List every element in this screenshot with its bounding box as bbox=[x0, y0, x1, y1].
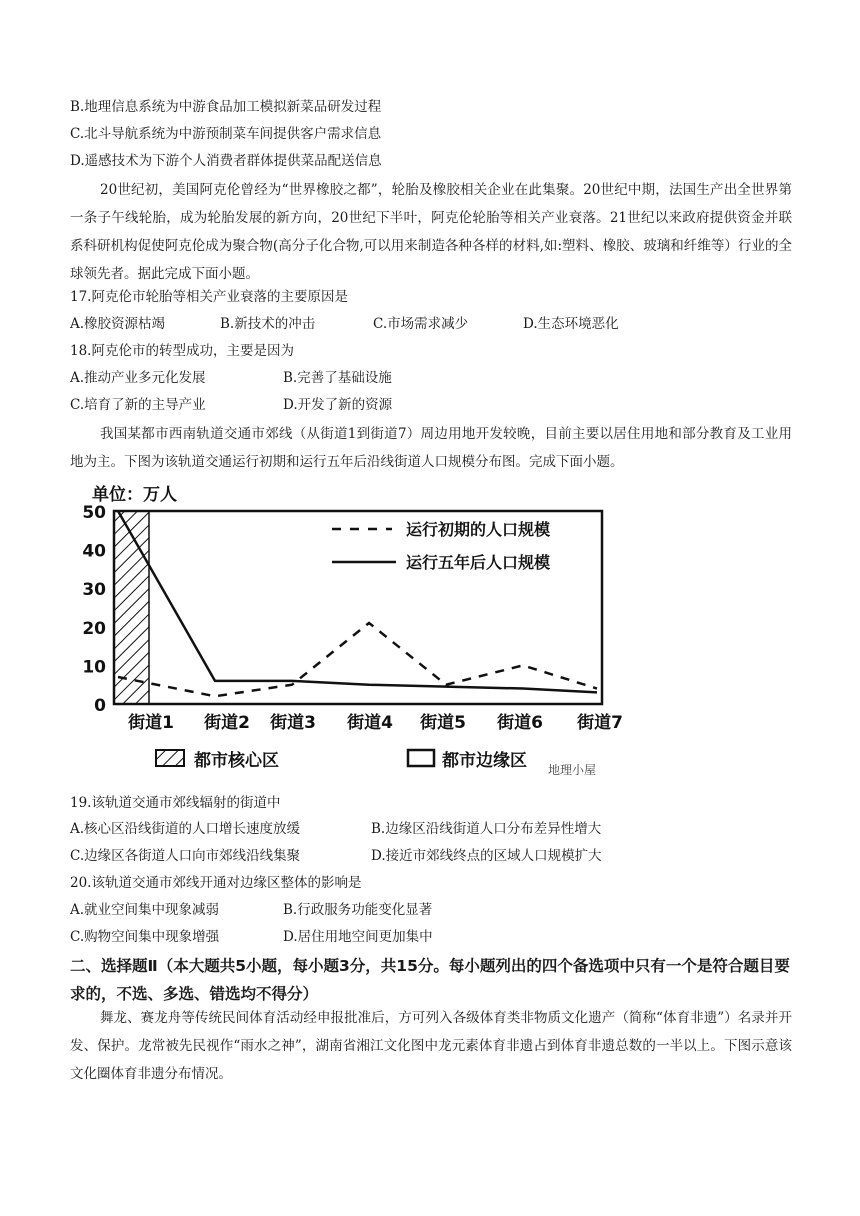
q19-option-c: C.边缘区各街道人口向市郊线沿线集聚 bbox=[70, 848, 301, 864]
y-tick-label: 30 bbox=[82, 580, 106, 601]
x-tick-label: 街道1 bbox=[128, 713, 174, 733]
series-legend bbox=[332, 520, 551, 572]
q18-option-b: B.完善了基础设施 bbox=[283, 370, 392, 386]
legend-initial-label: 运行初期的人口规模 bbox=[406, 520, 551, 539]
q18-stem: 18.阿克伦市的转型成功，主要是因为 bbox=[70, 343, 294, 359]
y-tick-label: 20 bbox=[82, 618, 106, 639]
q16-option-d: D.遥感技术为下游个人消费者群体提供菜品配送信息 bbox=[70, 153, 382, 169]
x-tick-label: 街道3 bbox=[270, 713, 316, 733]
q20-option-b: B.行政服务功能变化显著 bbox=[283, 902, 433, 918]
q18-option-c: C.培育了新的主导产业 bbox=[70, 397, 206, 413]
core-zone-swatch bbox=[156, 750, 184, 766]
core-zone-hatch bbox=[114, 511, 149, 704]
q20-option-d: D.居住用地空间更加集中 bbox=[283, 929, 433, 945]
q20-option-c: C.购物空间集中现象增强 bbox=[70, 929, 220, 945]
y-tick-label: 50 bbox=[82, 503, 106, 523]
q17-option-b: B.新技术的冲击 bbox=[220, 316, 316, 332]
q20-option-a: A.就业空间集中现象减弱 bbox=[70, 902, 220, 918]
q18-option-a: A.推动产业多元化发展 bbox=[70, 370, 206, 386]
watermark: 地理小屋 bbox=[548, 763, 597, 777]
x-tick-label: 街道2 bbox=[204, 713, 250, 733]
area-legend bbox=[156, 750, 527, 771]
legend-five-years-label: 运行五年后人口规模 bbox=[406, 553, 551, 572]
q16-option-b: B.地理信息系统为中游食品加工模拟新菜品研发过程 bbox=[70, 99, 382, 115]
q17-option-a: A.橡胶资源枯竭 bbox=[70, 316, 166, 332]
passage-dragon: 舞龙、赛龙舟等传统民间体育活动经申报批准后，方可列入各级体育类非物质文化遗产（简称“体育非遗”）名录并开发、保护。龙常被先民视作“雨水之神”，湖南省湘江文化图中龙元素体育非遗占到体育非遗总数的一半以上。下图示意该文化圈体育非遗分布情况。 bbox=[70, 1010, 792, 1082]
q17-option-c: C.市场需求减少 bbox=[373, 316, 469, 332]
x-tick-label: 街道4 bbox=[347, 713, 393, 733]
core-zone-label: 都市核心区 bbox=[194, 751, 279, 771]
edge-zone-swatch bbox=[408, 750, 434, 766]
passage-rail: 我国某都市西南轨道交通市郊线（从街道1到街道7）周边用地开发较晚，目前主要以居住用地和部分教育及工业用地为主。下图为该轨道交通运行初期和运行五年后沿线街道人口规模分布图。完成下面小题。 bbox=[70, 426, 792, 470]
q19-option-d: D.接近市郊线终点的区域人口规模扩大 bbox=[371, 848, 602, 864]
section-heading: 二、选择题Ⅱ（本大题共5小题，每小题3分，共15分。每小题列出的四个备选项中只有一个是符合题目要求的，不选、多选、错选均不得分） bbox=[70, 957, 790, 1003]
x-tick-label: 街道5 bbox=[420, 713, 466, 733]
y-tick-label: 40 bbox=[82, 541, 106, 562]
q17-stem: 17.阿克伦市轮胎等相关产业衰落的主要原因是 bbox=[70, 289, 348, 305]
x-tick-label: 街道7 bbox=[577, 713, 623, 733]
unit-label: 单位：万人 bbox=[92, 485, 177, 505]
y-tick-label: 0 bbox=[94, 696, 106, 716]
edge-zone-label: 都市边缘区 bbox=[442, 751, 527, 771]
passage-akron: 20世纪初，美国阿克伦曾经为“世界橡胶之都”，轮胎及橡胶相关企业在此集聚。20世纪中期，法国生产出全世界第一条子午线轮胎，成为轮胎发展的新方向，20世纪下半叶，阿克伦轮胎等相关产业衰落。21世纪以来政府提供资金并联系科研机构促使阿克伦成为聚合物(高分子化合物,可以用来制造各种各样的材料,如:塑料、橡胶、玻璃和纤维等）行业的全球领先者。据此完成下面小题。 bbox=[70, 182, 792, 282]
q16-option-c: C.北斗导航系统为中游预制菜车间提供客户需求信息 bbox=[70, 126, 382, 142]
x-tick-label: 街道6 bbox=[497, 713, 543, 733]
q18-option-d: D.开发了新的资源 bbox=[283, 397, 393, 413]
q20-stem: 20.该轨道交通市郊线开通对边缘区整体的影响是 bbox=[70, 875, 362, 891]
y-tick-label: 10 bbox=[82, 657, 106, 678]
q19-stem: 19.该轨道交通市郊线辐射的街道中 bbox=[70, 795, 281, 811]
plot-frame bbox=[114, 511, 602, 704]
population-chart bbox=[70, 476, 630, 781]
q19-option-b: B.边缘区沿线街道人口分布差异性增大 bbox=[371, 821, 602, 837]
q19-option-a: A.核心区沿线街道的人口增长速度放缓 bbox=[70, 821, 301, 837]
q17-option-d: D.生态环境恶化 bbox=[523, 316, 619, 332]
